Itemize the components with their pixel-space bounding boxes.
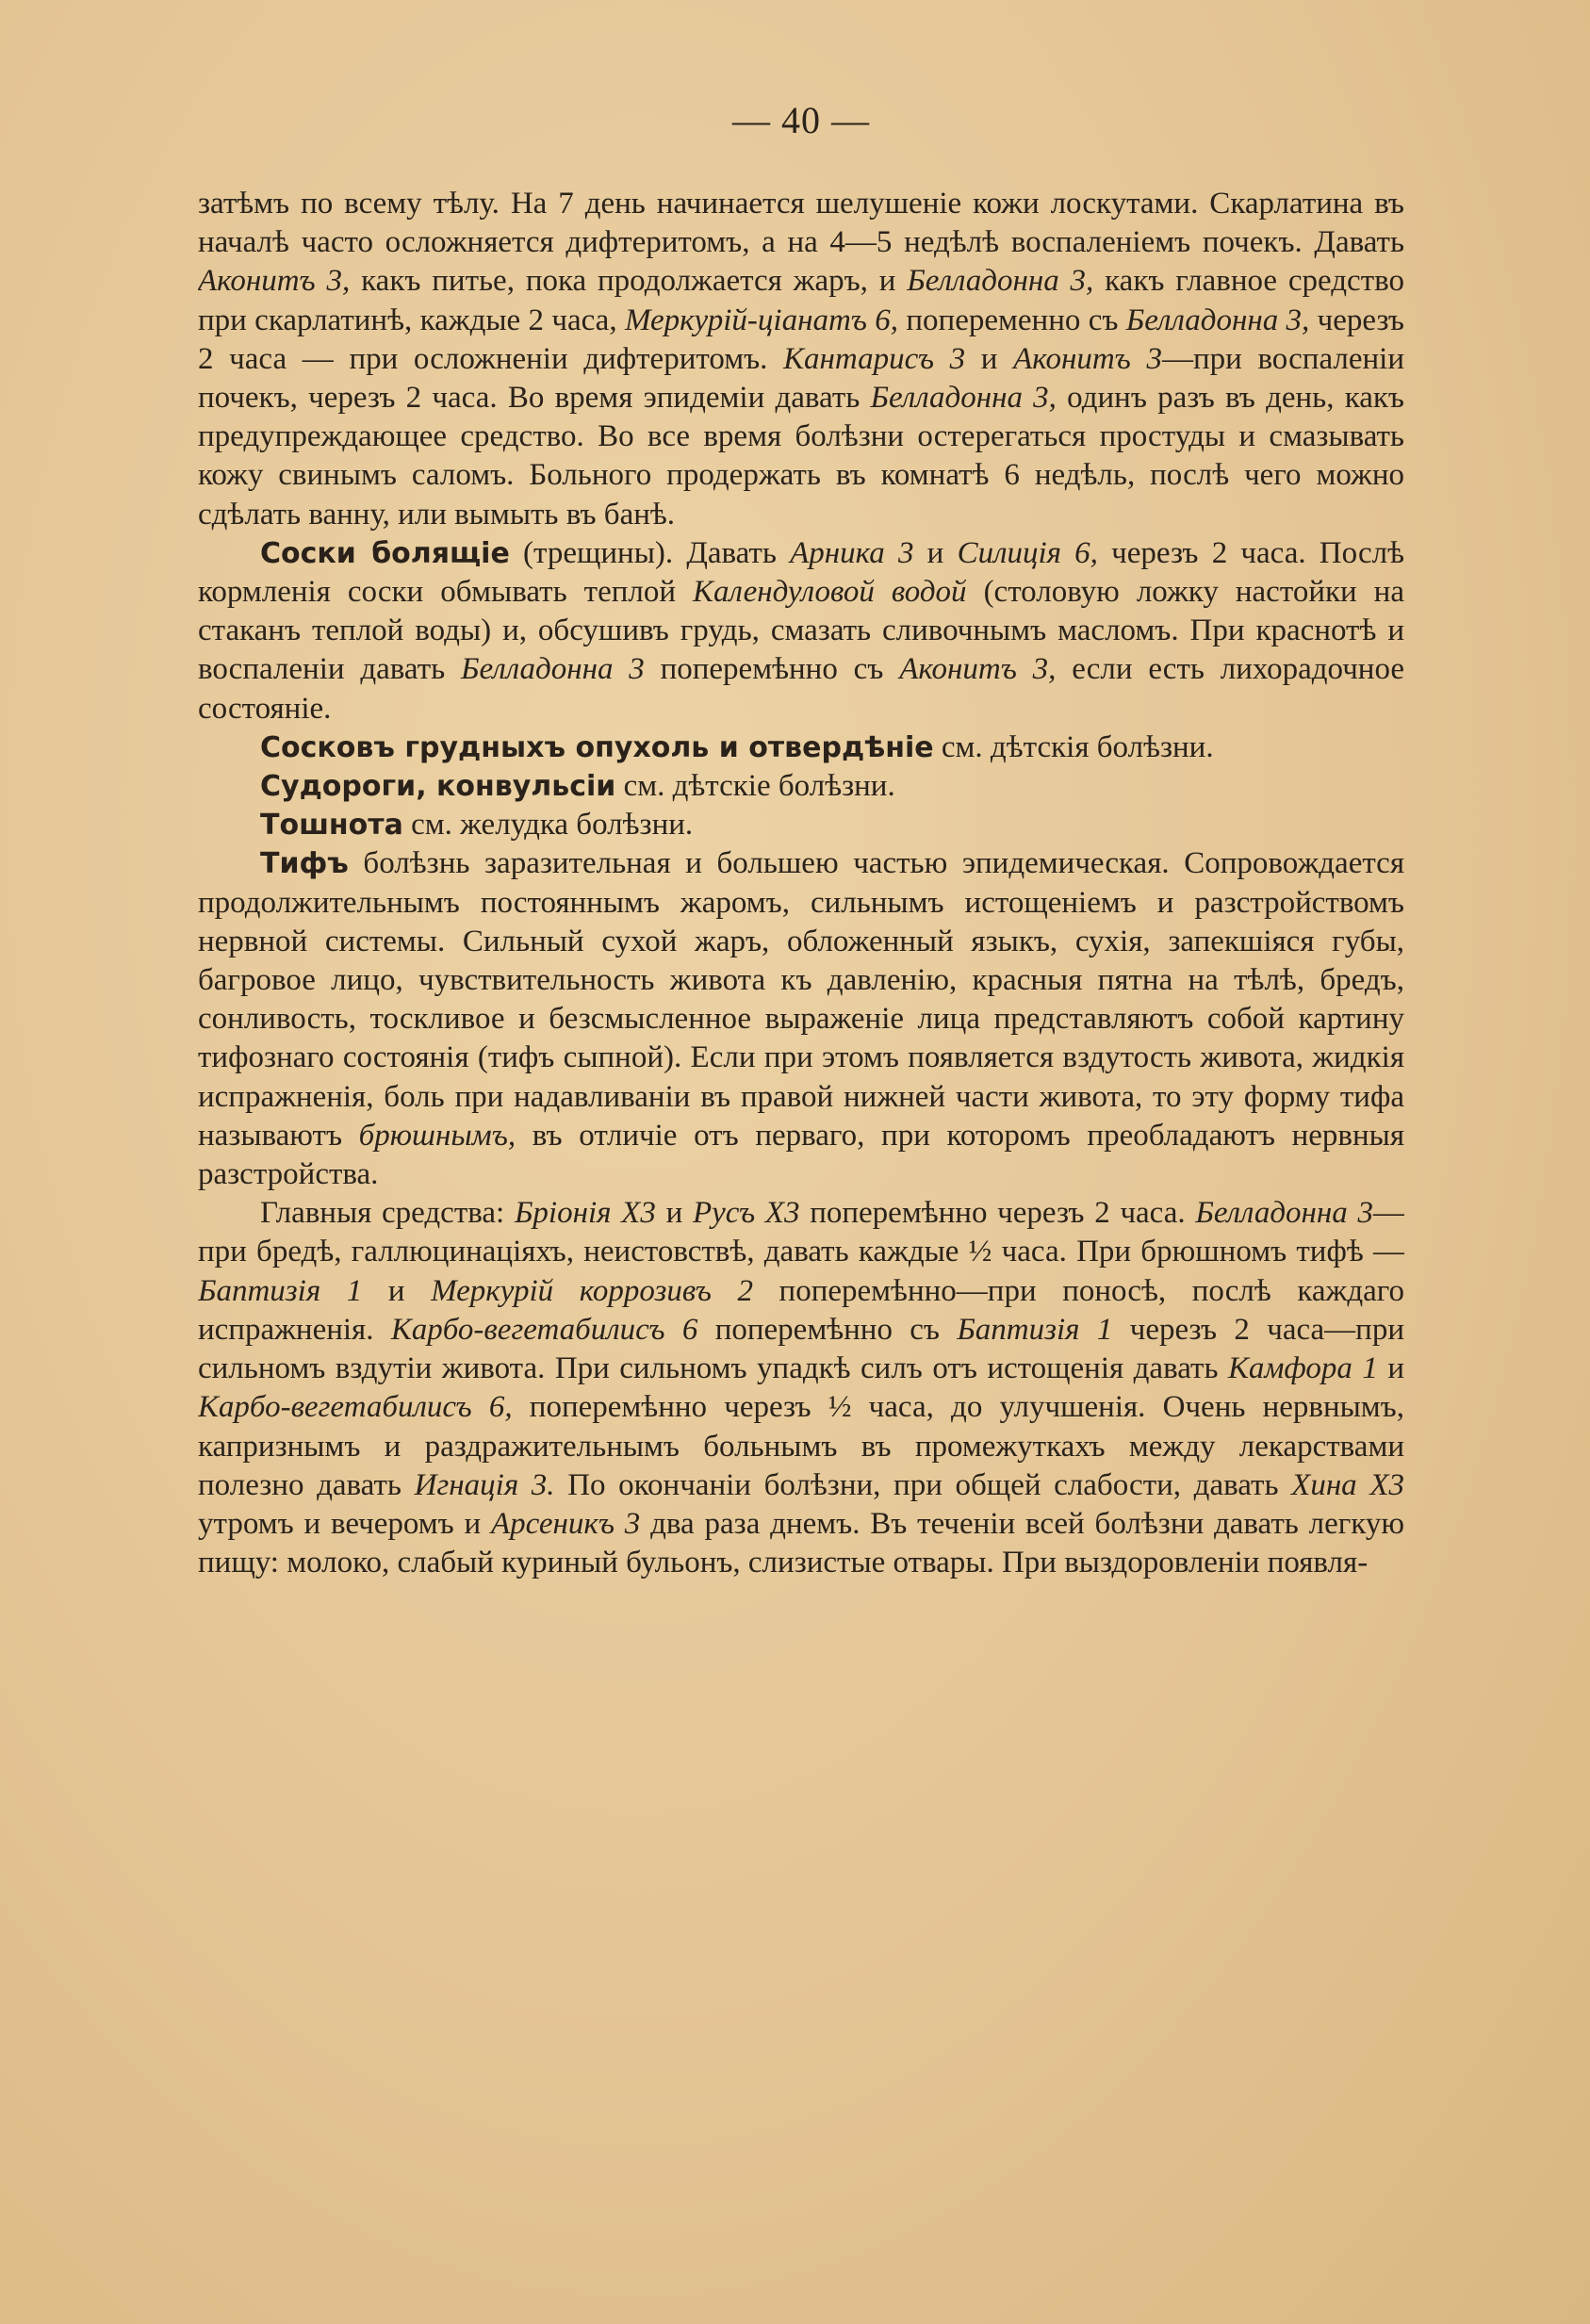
text-run: поперемѣнно съ [644, 652, 900, 687]
remedy-name: Игнація 3. [414, 1467, 555, 1502]
remedy-name: Белладонна 3, [870, 381, 1057, 416]
text-run: черезъ 2 часа — при осложненіи дифтеритомъ. [198, 303, 1404, 376]
remedy-name: Белладонна 3, [1125, 303, 1310, 337]
text-run: см. дѣтскіе болѣзни. [615, 769, 895, 804]
text-run: и [913, 535, 958, 570]
paragraph-p2 [198, 534, 1404, 728]
remedy-name: Бріонія X3 [514, 1196, 656, 1231]
remedy-name: Белладонна 3 [461, 652, 645, 687]
remedy-name: Меркурій коррозивъ 2 [431, 1273, 753, 1308]
entry-term: Тошнота [260, 809, 403, 843]
remedy-name: Календуловой водой [693, 575, 967, 610]
text-run: болѣзнь заразительная и большею частью эпидемическая. Сопровождается продолжительнымъ постояннымъ жаромъ, сильнымъ истощеніемъ и разстройствомъ нервной системы. Сильный сухой жаръ, обложенный языкъ, сухія, запекшіяся губы, багровое лицо, чувствительность живота къ давленію, красныя пятна на тѣлѣ, бредъ, сонливость, тоскливое и безсмысленное выраженіе лица представляютъ собой картину тифознаго состоянія (тифъ сыпной). Если при этомъ появляется вздутость живота, жидкія испражненія, боль при надавливаніи въ правой нижней части живота, то эту форму тифа называютъ [198, 846, 1404, 1153]
paragraph-p3 [198, 728, 1404, 767]
text-run: черезъ 2 часа. Послѣ кормленія соски обмывать теплой [198, 535, 1404, 610]
text-run: (столовую ложку настойки на стаканъ теплой воды) и, обсушивъ грудь, смазать сливочнымъ масломъ. При краснотѣ и воспаленіи давать [198, 575, 1404, 687]
text-run: въ отличіе отъ перваго, при которомъ преобладаютъ нервныя разстройства. [198, 1118, 1404, 1192]
text-run: Главныя средства: [260, 1196, 515, 1231]
remedy-name: Камфора 1 [1227, 1351, 1378, 1386]
text-run: По окончаніи болѣзни, при общей слабости, давать [554, 1467, 1292, 1502]
remedy-name: Хина X3 [1291, 1467, 1404, 1502]
paragraph-p1 [198, 185, 1404, 534]
paragraph-p7 [198, 1194, 1404, 1582]
text-run: и [362, 1273, 432, 1308]
remedy-name: Баптизія 1 [198, 1273, 363, 1308]
page-text [198, 185, 1404, 1582]
remedy-name: Карбо-вегетабилисъ 6, [198, 1390, 513, 1425]
entry-term: Сосковъ грудныхъ опухоль и отвердѣніе [260, 730, 934, 764]
text-run: затѣмъ по всему тѣлу. На 7 день начинается шелушеніе кожи лоскутами. Скарлатина въ началѣ часто осложняется дифтеритомъ, а на 4—5 недѣлѣ воспаленіемъ почекъ. Давать [198, 187, 1404, 260]
remedy-name: Белладонна 3 [1195, 1196, 1373, 1231]
remedy-name: Русъ X3 [692, 1196, 800, 1231]
text-run: одинъ разъ въ день, какъ предупреждающее средство. Во все время болѣзни остерегаться простуды и смазывать кожу свинымъ саломъ. Больного продержать въ комнатѣ 6 недѣль, послѣ чего можно сдѣлать ванну, или вымыть въ банѣ. [198, 381, 1404, 532]
remedy-name: Кантарисъ 3 [783, 341, 966, 376]
text-run: черезъ 2 часа—при сильномъ вздутіи живота. При сильномъ упадкѣ силъ отъ истощенія давать [198, 1312, 1404, 1386]
text-run: если есть лихорадочное состояніе. [198, 652, 1404, 726]
text-run: какъ питье, пока продолжается жаръ, и [350, 264, 908, 299]
remedy-name: Карбо-вегетабилисъ 6 [390, 1312, 698, 1347]
text-run: и [1377, 1351, 1404, 1386]
remedy-name: Силиція 6, [957, 535, 1098, 570]
text-run: поперемѣнно—при поносѣ, послѣ каждаго испражненія. [198, 1273, 1404, 1347]
remedy-name: Арсеникъ 3 [491, 1506, 641, 1541]
text-run: —при бредѣ, галлюцинаціяхъ, неистовствѣ, давать каждые ½ часа. При брюшномъ тифѣ — [198, 1196, 1404, 1269]
remedy-name: Аконитъ 3 [1013, 341, 1162, 376]
page-number: — 40 — [732, 99, 870, 141]
text-run: (трещины). Давать [509, 535, 791, 570]
remedy-name: Меркурій-ціанатъ 6, [624, 303, 899, 337]
book-page [198, 94, 1404, 2290]
remedy-name: Арника 3 [790, 535, 914, 570]
text-run: —при воспаленіи почекъ, черезъ 2 часа. Во время эпидеміи давать [198, 341, 1404, 416]
entry-term: Судороги, конвульсіи [260, 770, 616, 804]
remedy-name: Белладонна 3, [907, 264, 1094, 299]
remedy-name: брюшнымъ, [358, 1118, 516, 1153]
entry-term: Тифъ [260, 847, 349, 881]
text-run: и [965, 341, 1014, 376]
text-run: поперемѣнно съ [697, 1312, 958, 1347]
text-run: поперемѣнно черезъ 2 часа. [799, 1196, 1196, 1231]
remedy-name: Аконитъ 3, [899, 652, 1057, 687]
paragraph-p6 [198, 844, 1404, 1194]
remedy-name: Аконитъ 3, [198, 264, 351, 299]
text-run: два раза днемъ. Въ теченіи всей болѣзни давать легкую пищу: молоко, слабый куриный бульонъ, слизистые отвары. При выздоровленіи появля- [198, 1506, 1404, 1580]
text-run: и [655, 1196, 693, 1231]
entry-term: Соски болящіе [260, 536, 510, 570]
text-run: попеременно съ [898, 303, 1126, 337]
paragraph-p5 [198, 806, 1404, 844]
text-run: какъ главное средство при скарлатинѣ, каждые 2 часа, [198, 264, 1404, 337]
text-run: утромъ и вечеромъ и [198, 1506, 492, 1541]
text-run: поперемѣнно черезъ ½ часа, до улучшенія. Очень нервнымъ, капризнымъ и раздражительнымъ больнымъ въ промежуткахъ между лекарствами полезно давать [198, 1390, 1404, 1502]
text-run: см. желудка болѣзни. [402, 808, 694, 843]
paragraph-p4 [198, 767, 1404, 806]
text-run: см. дѣтскія болѣзни. [933, 729, 1214, 764]
remedy-name: Баптизія 1 [957, 1312, 1113, 1347]
